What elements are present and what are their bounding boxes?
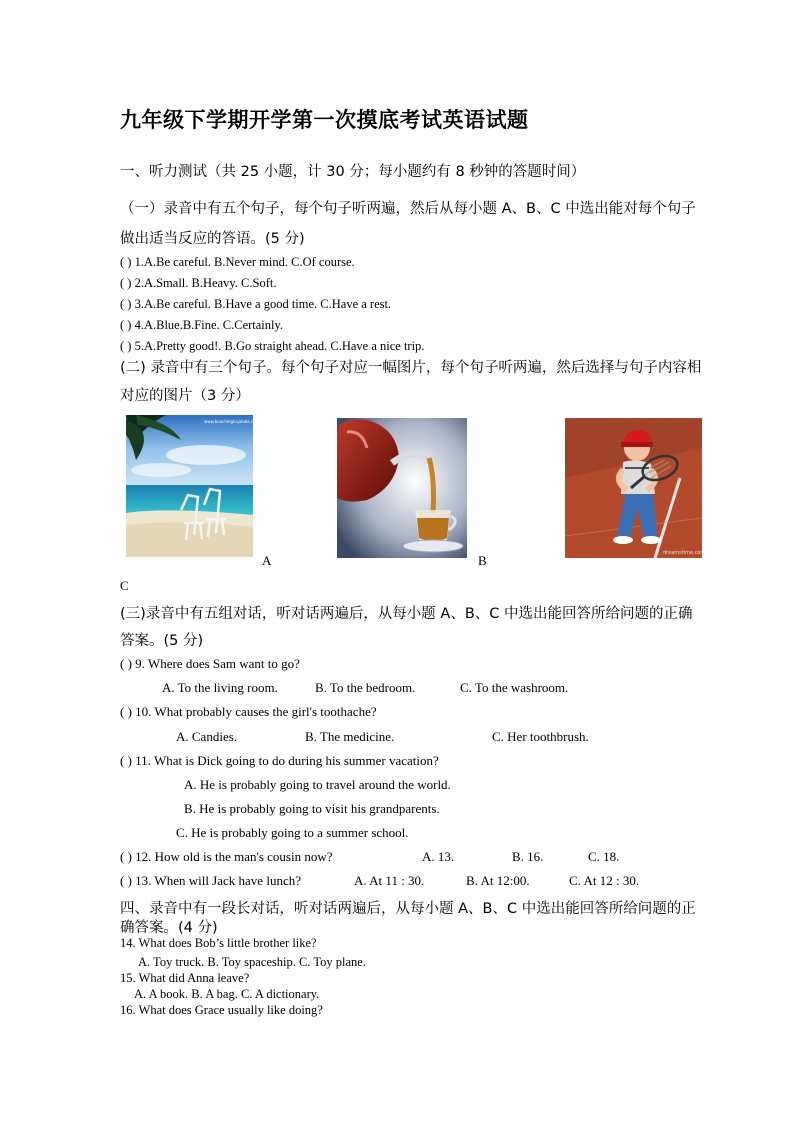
part1-item-3: ( ) 3.A.Be careful. B.Have a good time. C.Have a rest. [120,297,392,311]
part4-heading-line2: 确答案。(4 分) [120,920,218,936]
q12-option-c: C. 18. [588,849,620,864]
part1-heading-line1: （一）录音中有五个句子，每个句子听两遍，然后从每小题 A、B、C 中选出能对每个句子 [120,201,696,217]
q9-option-a: A. To the living room. [162,680,278,695]
part3-heading-line2: 答案。(5 分) [120,633,204,649]
part1-item-1: ( ) 1.A.Be careful. B.Never mind. C.Of course. [120,255,355,269]
q15-options: A. A book. B. A bag. C. A dictionary. [134,987,320,1001]
question-9: ( ) 9. Where does Sam want to go? [120,656,300,671]
tea-picture [337,418,467,558]
tennis-watermark: dreamstime.com [663,550,706,556]
question-13: ( ) 13. When will Jack have lunch? [120,873,301,888]
page-title: 九年级下学期开学第一次摸底考试英语试题 [120,108,529,132]
q12-option-b: B. 16. [512,849,544,864]
picture-c-label: C [120,578,129,593]
question-15: 15. What did Anna leave? [120,971,250,985]
part3-heading-line1: (三)录音中有五组对话，听对话两遍后，从每小题 A、B、C 中选出能回答所给问题的正确 [120,606,693,622]
picture-b-label: B [478,553,487,568]
picture-a-label: A [262,553,272,568]
part1-heading-line2: 做出适当反应的答语。(5 分) [120,231,305,247]
part2-heading-line1: (二) 录音中有三个句子。每个句子对应一幅图片，每个句子听两遍，然后选择与句子内容相 [120,360,702,376]
section1-heading: 一、听力测试（共 25 小题，计 30 分；每小题约有 8 秒钟的答题时间） [120,164,586,180]
q9-option-b: B. To the bedroom. [315,680,416,695]
q12-option-a: A. 13. [422,849,455,864]
q13-option-a: A. At 11 : 30. [354,873,425,888]
question-12: ( ) 12. How old is the man's cousin now? [120,849,333,864]
beach-watermark: www.beachingkajakala.com [204,419,260,424]
question-14: 14. What does Bob’s little brother like? [120,936,317,950]
q13-option-b: B. At 12:00. [466,873,530,888]
tennis-picture [565,418,706,558]
q13-option-c: C. At 12 : 30. [569,873,640,888]
part2-heading-line2: 对应的图片（3 分） [120,388,250,404]
q11-option-b: B. He is probably going to visit his grandparents. [184,801,440,816]
part1-item-5: ( ) 5.A.Pretty good!. B.Go straight ahead. C.Have a nice trip. [120,339,425,353]
q14-options: A. Toy truck. B. Toy spaceship. C. Toy plane. [138,955,366,969]
part1-item-4: ( ) 4.A.Blue.B.Fine. C.Certainly. [120,318,284,332]
q11-option-a: A. He is probably going to travel around the world. [184,777,451,792]
q10-option-b: B. The medicine. [305,729,395,744]
question-10: ( ) 10. What probably causes the girl's toothache? [120,704,377,719]
q11-option-c: C. He is probably going to a summer school. [176,825,409,840]
question-16: 16. What does Grace usually like doing? [120,1003,323,1017]
beach-picture [126,415,260,557]
q10-option-a: A. Candies. [176,729,238,744]
question-11: ( ) 11. What is Dick going to do during his summer vacation? [120,753,439,768]
part4-heading-line1: 四、录音中有一段长对话，听对话两遍后，从每小题 A、B、C 中选出能回答所给问题的正 [120,901,696,917]
q9-option-c: C. To the washroom. [460,680,569,695]
part1-item-2: ( ) 2.A.Small. B.Heavy. C.Soft. [120,276,277,290]
q10-option-c: C. Her toothbrush. [492,729,589,744]
